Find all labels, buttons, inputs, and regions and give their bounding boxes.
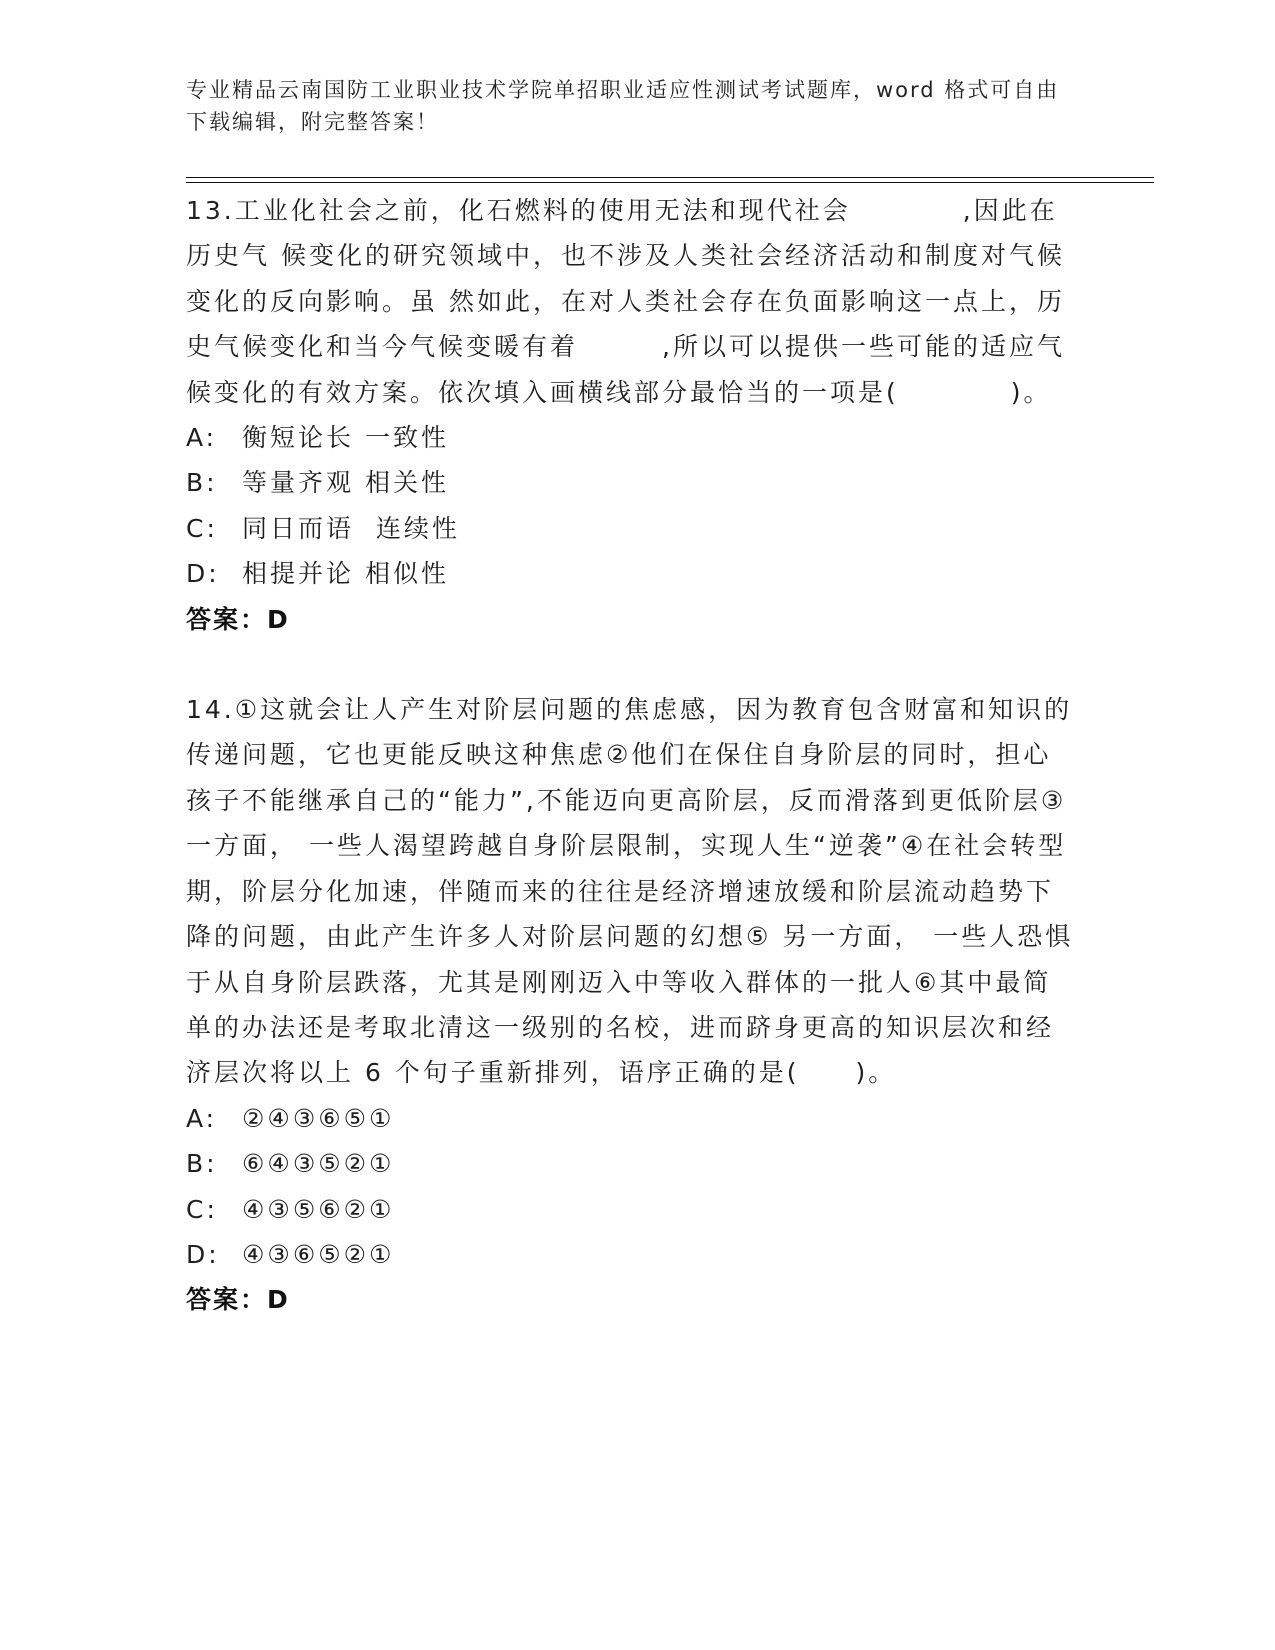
question-list (186, 188, 1076, 1323)
option-letter: A: (186, 423, 218, 453)
option-a (186, 415, 1076, 460)
option-b (186, 460, 1076, 505)
option-b (186, 1141, 1076, 1186)
option-text: 同日而语 连续性 (242, 513, 460, 543)
option-letter: B: (186, 468, 218, 498)
header-divider-bottom (186, 182, 1154, 183)
question-stem: 13.工业化社会之前，化石燃料的使用无法和现代社会 ,因此在历史气 候变化的研究领域中，也不涉及人类社会经济活动和制度对气候变化的反向影响。虽 然如此，在对人类社会存在负面影响这一点上，历史气候变化和当今气候变暖有着 ,所以可以提供一些可能的适应气候变化的有效方案。依次填入画横线部分最恰当的一项是( )。 (186, 196, 1065, 407)
option-letter: B: (186, 1149, 218, 1179)
page-header: 专业精品云南国防工业职业技术学院单招职业适应性测试考试题库，word 格式可自由下载编辑，附完整答案！ (186, 78, 1060, 134)
question-block-13 (186, 188, 1076, 642)
option-letter: A: (186, 1103, 218, 1133)
option-letter: D: (186, 1239, 220, 1269)
question-spacer (186, 642, 1076, 687)
question-block-14 (186, 687, 1076, 1323)
option-text: 等量齐观 相关性 (242, 468, 449, 498)
option-text: ④③⑥⑤②① (242, 1239, 395, 1269)
option-text: ②④③⑥⑤① (242, 1103, 395, 1133)
option-letter: D: (186, 559, 220, 589)
option-d (186, 551, 1076, 596)
option-c (186, 506, 1076, 551)
option-c (186, 1187, 1076, 1232)
option-text: 衡短论长 一致性 (242, 423, 449, 453)
answer-line: 答案：D (186, 604, 290, 634)
option-a (186, 1096, 1076, 1141)
question-stem: 14.①这就会让人产生对阶层问题的焦虑感，因为教育包含财富和知识的传递问题，它也更能反映这种焦虑②他们在保住自身阶层的同时，担心孩子不能继承自己的“能力”,不能迈向更高阶层，反而滑落到更低阶层③一方面， 一些人渴望跨越自身阶层限制，实现人生“逆袭”④在社会转型期，阶层分化加速，伴随而来的往往是经济增速放缓和阶层流动趋势下降的问题，由此产生许多人对阶层问题的幻想⑤ 另一方面， 一些人恐惧于从自身阶层跌落，尤其是刚刚迈入中等收入群体的一批人⑥其中最简单的办法还是考取北清这一级别的名校，进而跻身更高的知识层次和经济层次将以上 6 个句子重新排列，语序正确的是( )。 (186, 695, 1074, 1088)
option-d (186, 1232, 1076, 1277)
option-text: 相提并论 相似性 (242, 559, 449, 589)
option-text: ⑥④③⑤②① (242, 1149, 395, 1179)
option-text: ④③⑤⑥②① (242, 1194, 395, 1224)
option-letter: C: (186, 1194, 218, 1224)
header-divider-top (186, 177, 1154, 178)
option-letter: C: (186, 513, 218, 543)
answer-line: 答案：D (186, 1285, 290, 1315)
